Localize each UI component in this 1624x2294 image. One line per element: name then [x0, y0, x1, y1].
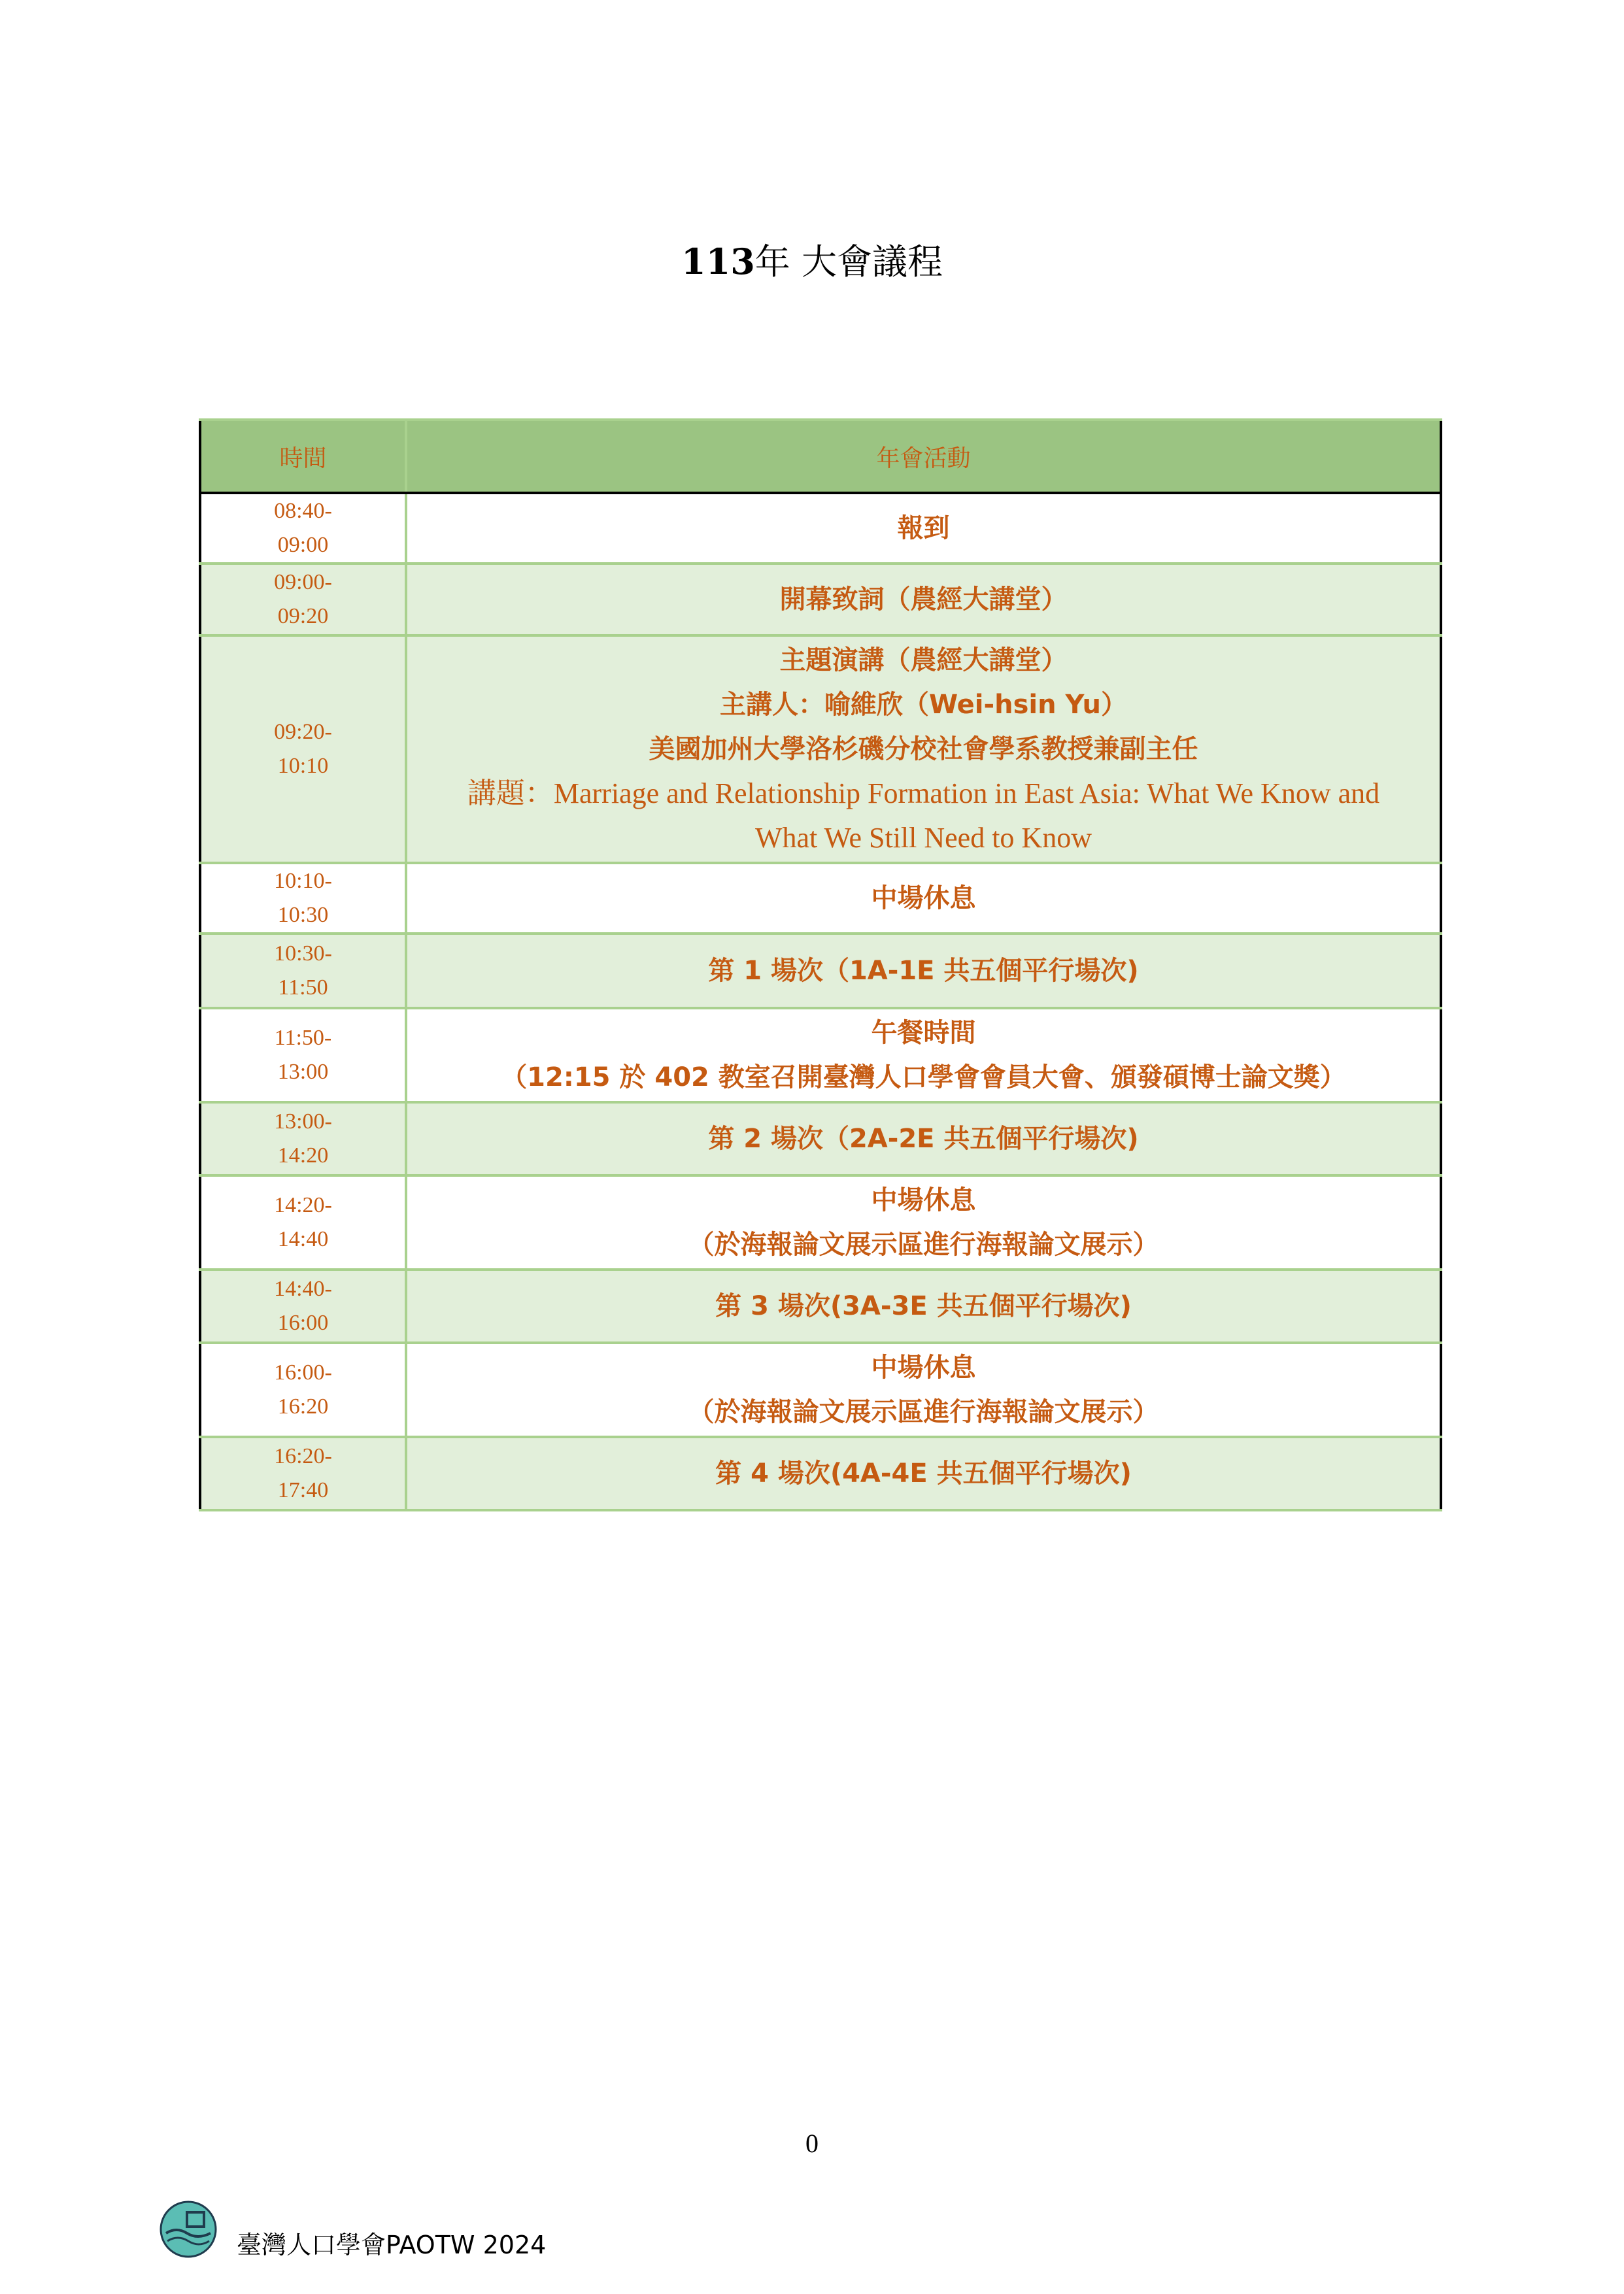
time-cell: [200, 1102, 406, 1175]
time-end: 10:30: [277, 903, 329, 927]
page-title-number: 113: [681, 241, 755, 282]
topic-line: 講題：Marriage and Relationship Formation in East Asia: What We Know and: [467, 777, 1380, 809]
time-end: 16:00: [277, 1311, 329, 1335]
table-row: [200, 635, 1441, 863]
activity-cell: [406, 1175, 1441, 1270]
table-row: [200, 1343, 1441, 1437]
activity-line: 第 2 場次（2A-2E 共五個平行場次): [708, 1124, 1139, 1154]
activity-line: 報到: [897, 513, 950, 543]
table-row: [200, 493, 1441, 564]
activity-line: 開幕致詞（農經大講堂）: [779, 584, 1068, 615]
activity-cell: [406, 635, 1441, 863]
table-row: [200, 564, 1441, 635]
time-end: 16:20: [277, 1394, 329, 1419]
table-row: [200, 1008, 1441, 1102]
activity-note-line: （12:15 於 402 教室召開臺灣人口學會會員大會、頒發碩博士論文獎）: [501, 1062, 1346, 1092]
activity-cell: [406, 493, 1441, 564]
table-row: [200, 1437, 1441, 1510]
page-title-text: 年 大會議程: [754, 241, 943, 282]
time-end: 13:00: [277, 1060, 329, 1084]
time-end: 09:00: [277, 533, 329, 557]
time-start: 08:40-: [274, 499, 332, 523]
footer-text: 臺灣人口學會PAOTW 2024: [237, 2230, 547, 2259]
table-row: [200, 934, 1441, 1008]
time-cell: [200, 564, 406, 635]
time-start: 16:00-: [274, 1360, 332, 1385]
speaker-affiliation-line: 美國加州大學洛杉磯分校社會學系教授兼副主任: [649, 734, 1198, 764]
time-cell: [200, 863, 406, 934]
activity-cell: [406, 1008, 1441, 1102]
footer: [160, 2197, 546, 2262]
time-start: 14:20-: [274, 1193, 332, 1217]
activity-cell: [406, 1437, 1441, 1510]
keynote-title-line: 主題演講（農經大講堂）: [779, 645, 1068, 675]
time-cell: [200, 1008, 406, 1102]
time-cell: [200, 1437, 406, 1510]
time-start: 13:00-: [274, 1109, 332, 1134]
activity-line: 第 3 場次(3A-3E 共五個平行場次): [715, 1291, 1132, 1321]
agenda-table: [199, 418, 1442, 1511]
topic-line-continued: What We Still Need to Know: [754, 822, 1092, 854]
activity-line: 第 1 場次（1A-1E 共五個平行場次): [708, 956, 1139, 986]
activity-cell: [406, 1343, 1441, 1437]
paotw-logo-icon: [160, 2201, 217, 2258]
header-activity: 年會活動: [406, 420, 1441, 493]
table-row: [200, 1175, 1441, 1270]
time-end: 14:40: [277, 1227, 329, 1251]
time-start: 14:40-: [274, 1277, 332, 1301]
time-start: 11:50-: [274, 1026, 332, 1050]
page-title: [0, 234, 1624, 284]
speaker-line: 主講人：喻維欣（Wei-hsin Yu）: [719, 690, 1128, 720]
time-cell: [200, 635, 406, 863]
activity-line: 中場休息: [871, 1353, 976, 1383]
time-cell: [200, 493, 406, 564]
time-end: 17:40: [277, 1478, 329, 1502]
activity-line: 午餐時間: [871, 1018, 976, 1048]
time-end: 14:20: [277, 1143, 329, 1168]
activity-note-line: （於海報論文展示區進行海報論文展示）: [688, 1397, 1159, 1427]
time-cell: [200, 934, 406, 1008]
time-start: 10:10-: [274, 869, 332, 893]
time-cell: [200, 1270, 406, 1343]
table-row: [200, 1270, 1441, 1343]
table-row: [200, 1102, 1441, 1175]
table-header-row: [200, 420, 1441, 493]
time-start: 09:20-: [274, 720, 332, 744]
time-cell: [200, 1175, 406, 1270]
activity-line: 中場休息: [871, 1185, 976, 1215]
activity-cell: [406, 1270, 1441, 1343]
activity-line: 第 4 場次(4A-4E 共五個平行場次): [715, 1459, 1132, 1489]
time-start: 10:30-: [274, 941, 332, 966]
time-start: 09:00-: [274, 570, 332, 594]
time-end: 11:50: [278, 975, 328, 1000]
time-cell: [200, 1343, 406, 1437]
activity-note-line: （於海報論文展示區進行海報論文展示）: [688, 1230, 1159, 1260]
time-end: 10:10: [277, 754, 329, 778]
table-row: [200, 863, 1441, 934]
activity-line: 中場休息: [871, 883, 976, 913]
activity-cell: [406, 934, 1441, 1008]
activity-cell: [406, 863, 1441, 934]
activity-cell: [406, 564, 1441, 635]
header-time: 時間: [200, 420, 406, 493]
time-end: 09:20: [277, 604, 329, 628]
page-number: 0: [805, 2129, 819, 2158]
activity-cell: [406, 1102, 1441, 1175]
time-start: 16:20-: [274, 1444, 332, 1468]
